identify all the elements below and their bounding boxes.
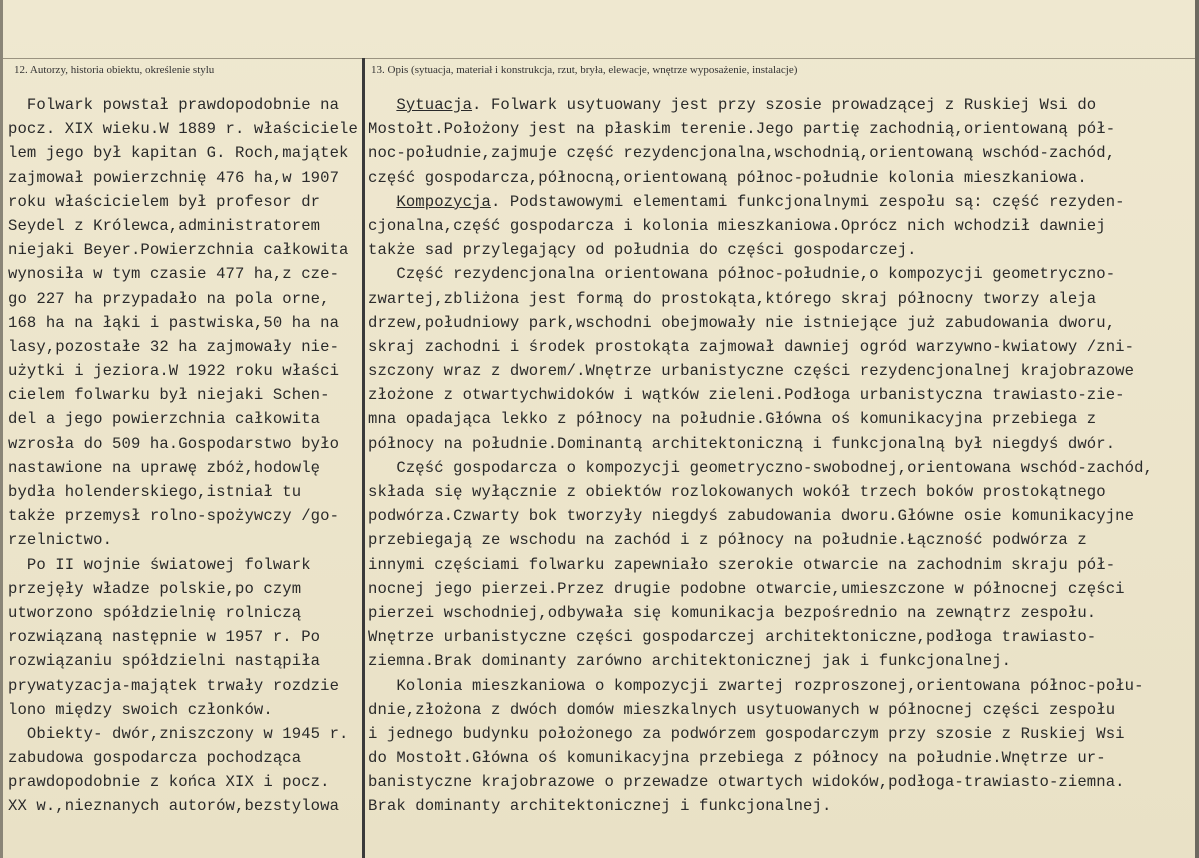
description-text-line [368, 335, 1194, 359]
line-text: składa się wyłącznie z obiektów rozlokowanych wokół trzech boków prostokątnego [368, 483, 1106, 501]
history-text-line: prywatyzacja-majątek trwały rozdzie [8, 676, 340, 695]
description-text-line [368, 746, 1194, 770]
description-text-line [368, 794, 1194, 818]
history-text-line: lem jego był kapitan G. Roch,majątek [8, 144, 349, 163]
description-text-line [368, 722, 1194, 746]
description-text-line [368, 504, 1194, 528]
line-text: Kolonia mieszkaniowa o kompozycji zwartej rozproszonej,orientowana północ-połu- [368, 676, 1144, 695]
line-text: Część rezydencjonalna orientowana północ-południe,o kompozycji geometryczno- [368, 265, 1116, 284]
description-text-line [368, 383, 1194, 407]
description-text-line [368, 674, 1194, 698]
section-13-header: 13. Opis (sytuacja, materiał i konstrukcja, rzut, bryła, elewacje, wnętrze wyposażenie, instalacje) [371, 64, 798, 76]
line-text: szczony wraz z dworem/.Wnętrze urbanistyczne części rezydencjonalnej krajobrazowe [368, 362, 1135, 381]
history-text-line: pocz. XIX wieku.W 1889 r. właściciele [8, 120, 358, 139]
history-text-line: Obiekty- dwór,zniszczony w 1945 r. [8, 724, 349, 743]
line-text: dnie,złożona z dwóch domów mieszkalnych usytuowanych w północnej części zespołu [368, 700, 1116, 719]
line-text: północy na południe.Dominantą architektoniczną i funkcjonalną był niegdyś dwór. [368, 434, 1116, 453]
line-text: skraj zachodni i środek prostokąta zajmował dawniej ogród warzywno-kwiatowy /zni- [368, 337, 1135, 356]
history-text-line: Seydel z Królewca,administratorem [8, 216, 321, 235]
line-indent [368, 193, 396, 211]
line-text: część gospodarcza,północną,orientowaną północ-południe kolonia mieszkaniowa. [368, 168, 1087, 187]
description-text-line [368, 359, 1194, 383]
line-text: banistyczne krajobrazowe o przewadze otwartych widoków,podłoga-trawiasto-ziemna. [368, 773, 1125, 792]
line-text: ziemna.Brak dominanty zarówno architektonicznej jak i funkcjonalnej. [368, 652, 1012, 671]
line-text: Część gospodarcza o kompozycji geometryczno-swobodnej,orientowana wschód-zachód, [368, 458, 1153, 477]
description-text-line [368, 238, 1194, 262]
description-text-line [368, 480, 1194, 504]
line-text: Mostołt.Położony jest na płaskim terenie.Jego partię zachodnią,orientowaną pół- [368, 120, 1116, 139]
description-text-line [368, 166, 1194, 190]
line-text: do Mostołt.Główna oś komunikacyjna przebiega z północy na południe.Wnętrze ur- [368, 749, 1106, 768]
history-text-line: zabudowa gospodarcza pochodząca [8, 749, 302, 768]
history-text-line: lasy,pozostałe 32 ha zajmowały nie- [8, 337, 340, 356]
page-left-edge [0, 0, 3, 858]
section-heading-underlined: Kompozycja [396, 192, 491, 211]
description-text-column [368, 93, 1194, 819]
line-text: i jednego budynku położonego za podwórzem gospodarczym przy szosie z Ruskiej Wsi [368, 724, 1125, 743]
description-text-line [368, 190, 1194, 214]
line-text: . Folwark usytuowany jest przy szosie prowadzącej z Ruskiej Wsi do [472, 96, 1097, 114]
description-text-line [368, 311, 1194, 335]
line-text: nocnej jego pierzei.Przez drugie podobne otwarcie,umieszczone w północnej części [368, 579, 1125, 598]
description-text-line [368, 456, 1194, 480]
history-text-line: Po II wojnie światowej folwark [8, 555, 311, 574]
line-text: innymi częściami folwarku zapewniało szerokie otwarcie na zachodnim skraju pół- [368, 555, 1116, 574]
history-text-line: także przemysł rolno-spożywczy /go- [8, 507, 340, 526]
history-text-line: utworzono spółdzielnię rolniczą [8, 603, 302, 622]
description-text-line [368, 262, 1194, 286]
line-text: noc-południe,zajmuje część rezydencjonalna,wschodnią,orientowaną wschód-zachód, [368, 144, 1116, 163]
line-text: także sad przylegający od południa do części gospodarczej. [368, 241, 917, 260]
history-text-line: niejaki Beyer.Powierzchnia całkowita [8, 241, 349, 260]
history-text-line: nastawione na uprawę zbóż,hodowlę [8, 458, 321, 477]
description-text-line [368, 141, 1194, 165]
history-text-line: go 227 ha przypadało na pola orne, [8, 289, 330, 308]
history-text-line: cielem folwarku był niejaki Schen- [8, 386, 330, 405]
line-text: drzew,południowy park,wschodni obejmowały nie istniejące już zabudowania dworu, [368, 313, 1116, 332]
line-text: zwartej,zbliżona jest formą do prostokąta,którego skraj północny tworzy aleja [368, 289, 1097, 308]
history-text-line: XX w.,nieznanych autorów,bezstylowa [8, 797, 340, 816]
line-text: złożone z otwartychwidoków i wątków zieleni.Podłoga urbanistyczna trawiasto-zie- [368, 386, 1125, 405]
description-text-line [368, 553, 1194, 577]
line-text: pierzei wschodniej,odbywała się komunikacja bezpośrednio na zewnątrz zespołu. [368, 603, 1097, 622]
description-text-line [368, 117, 1194, 141]
history-text-line: prawdopodobnie z końca XIX i pocz. [8, 773, 330, 792]
line-text: Wnętrze urbanistyczne części gospodarczej architektoniczne,podłoga trawiasto- [368, 628, 1097, 647]
history-text-line: zajmował powierzchnię 476 ha,w 1907 [8, 168, 340, 187]
history-text-line: przejęły władze polskie,po czym [8, 579, 302, 598]
description-text-line [368, 601, 1194, 625]
page-right-edge [1195, 0, 1199, 858]
history-text-line: lono między swoich członków. [8, 700, 273, 719]
description-text-line [368, 698, 1194, 722]
description-text-line [368, 287, 1194, 311]
description-text-line [368, 407, 1194, 431]
section-12-header: 12. Autorzy, historia obiektu, określenie stylu [14, 64, 215, 76]
history-text-line: 168 ha na łąki i pastwiska,50 ha na [8, 313, 340, 332]
history-text-line: rzelnictwo. [8, 531, 113, 550]
history-text-line: bydła holenderskiego,istniał tu [8, 483, 302, 501]
description-text-line [368, 432, 1194, 456]
description-text-line [368, 528, 1194, 552]
line-text: mna opadająca lekko z północy na południe.Główna oś komunikacyjna przebiega z [368, 410, 1097, 429]
line-text: przebiegają ze wschodu na zachód i z północy na południe.Łączność podwórza z [368, 531, 1087, 550]
line-text: Brak dominanty architektonicznej i funkcjonalnej. [368, 797, 832, 816]
line-indent [368, 96, 396, 114]
history-text-line: wynosiła w tym czasie 477 ha,z cze- [8, 265, 340, 284]
line-text: . Podstawowymi elementami funkcjonalnymi zespołu są: część rezyden- [490, 192, 1125, 211]
header-rule [3, 58, 1195, 59]
description-text-line [368, 770, 1194, 794]
description-text-line [368, 577, 1194, 601]
column-divider [362, 58, 365, 858]
history-text-line: Folwark powstał prawdopodobnie na [8, 96, 340, 114]
history-text-line: wzrosła do 509 ha.Gospodarstwo było [8, 434, 340, 453]
description-text-line [368, 649, 1194, 673]
line-text: cjonalna,część gospodarcza i kolonia mieszkaniowa.Oprócz nich wchodził dawniej [368, 216, 1106, 235]
history-text-line: rozwiązaniu spółdzielni nastąpiła [8, 652, 321, 671]
line-text: podwórza.Czwarty bok tworzyły niegdyś zabudowania dworu.Główne osie komunikacyjne [368, 507, 1135, 526]
section-heading-underlined: Sytuacja [396, 96, 473, 114]
history-text-line: roku właścicielem był profesor dr [8, 192, 321, 211]
description-text-line [368, 214, 1194, 238]
history-text-column [8, 93, 360, 819]
history-text-line: użytki i jeziora.W 1922 roku właści [8, 362, 340, 381]
description-text-line [368, 93, 1194, 117]
history-text-line: rozwiązaną następnie w 1957 r. Po [8, 628, 321, 647]
description-text-line [368, 625, 1194, 649]
history-text-line: del a jego powierzchnia całkowita [8, 410, 321, 429]
